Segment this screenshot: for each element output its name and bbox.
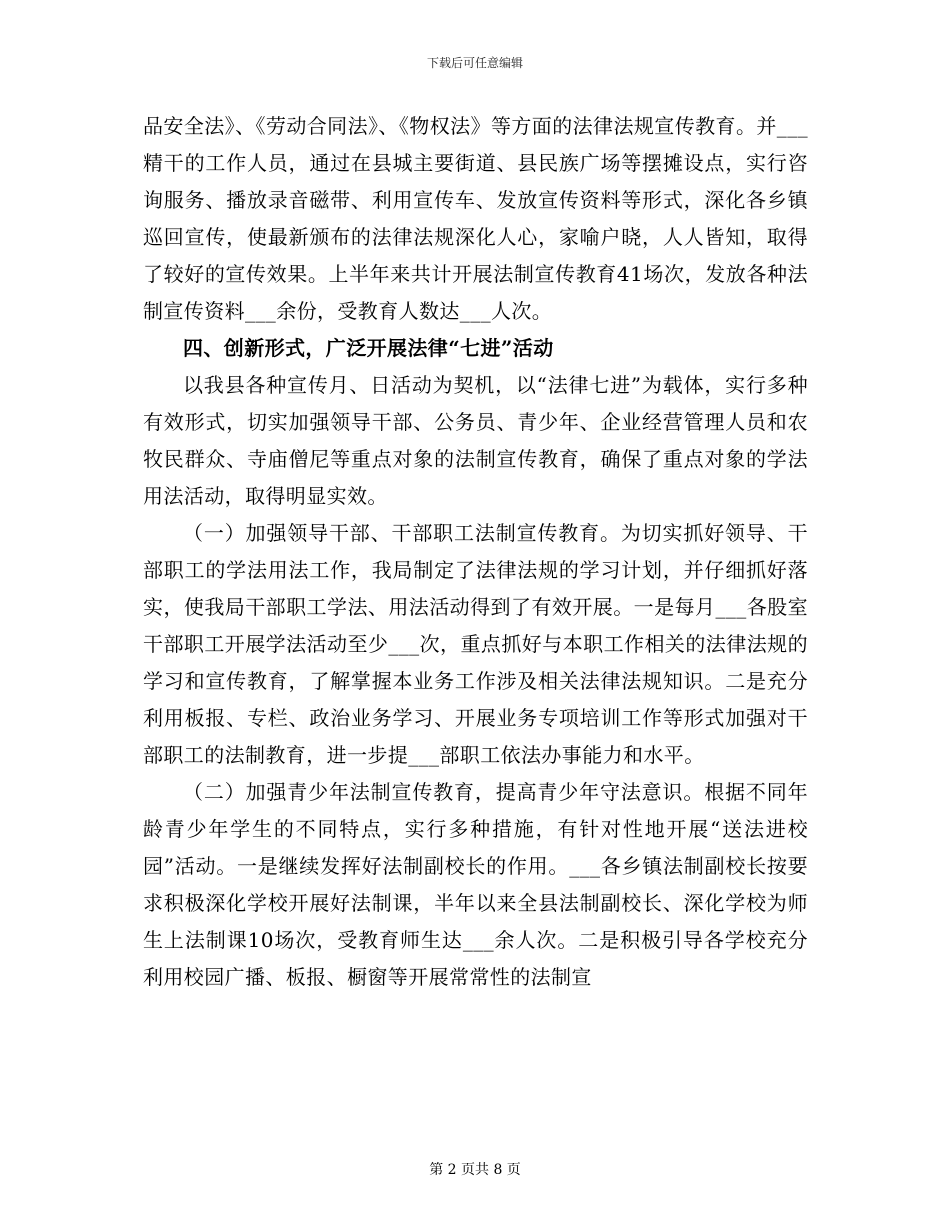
page-header: 下载后可任意编辑 — [426, 56, 523, 70]
paragraph-intro: 以我县各种宣传月、日活动为契机，以“法律七进”为载体，实行多种有效形式，切实加强领导干部、公务员、青少年、企业经营管理人员和农牧民群众、寺庙僧尼等重点对象的法制宣传教育，确保了重点对象的学法用法活动，取得明显实效。 — [143, 373, 808, 508]
section-heading: 四、创新形式，广泛开展法律“七进”活动 — [183, 336, 554, 360]
paragraph-continuation: 品安全法》、《劳动合同法》、《物权法》等方面的法律法规宣传教育。并___精干的工作人员，通过在县城主要街道、县民族广场等摆摊设点，实行咨询服务、播放录音磁带、利用宣传车、发放宣传资料等形式，深化各乡镇巡回宣传，使最新颁布的法律法规深化人心，家喻户晓，人人皆知，取得了较好的宣传效果。上半年来共计开展法制宣传教育41场次，发放各种法制宣传资料___余份，受教育人数达___人次。 — [143, 114, 808, 323]
paragraph-leaders: （一）加强领导干部、干部职工法制宣传教育。为切实抓好领导、干部职工的学法用法工作，我局制定了法律法规的学习计划，并仔细抓好落实，使我局干部职工学法、用法活动得到了有效开展。一是每月___各股室干部职工开展学法活动至少___次，重点抓好与本职工作相关的法律法规的学习和宣传教育，了解掌握本业务工作涉及相关法律法规知识。二是充分利用板报、专栏、政治业务学习、开展业务专项培训工作等形式加强对干部职工的法制教育，进一步提___部职工依法办事能力和水平。 — [143, 521, 808, 767]
page-number-footer: 第 2 页共 8 页 — [429, 1162, 521, 1178]
document-body — [143, 108, 808, 996]
paragraph-youth: （二）加强青少年法制宣传教育，提高青少年守法意识。根据不同年龄青少年学生的不同特点，实行多种措施，有针对性地开展“送法进校园”活动。一是继续发挥好法制副校长的作用。___各乡镇法制副校长按要求积极深化学校开展好法制课，半年以来全县法制副校长、深化学校为师生上法制课10场次，受教育师生达___余人次。二是积极引导各学校充分利用校园广播、板报、橱窗等开展常常性的法制宣 — [143, 780, 808, 989]
